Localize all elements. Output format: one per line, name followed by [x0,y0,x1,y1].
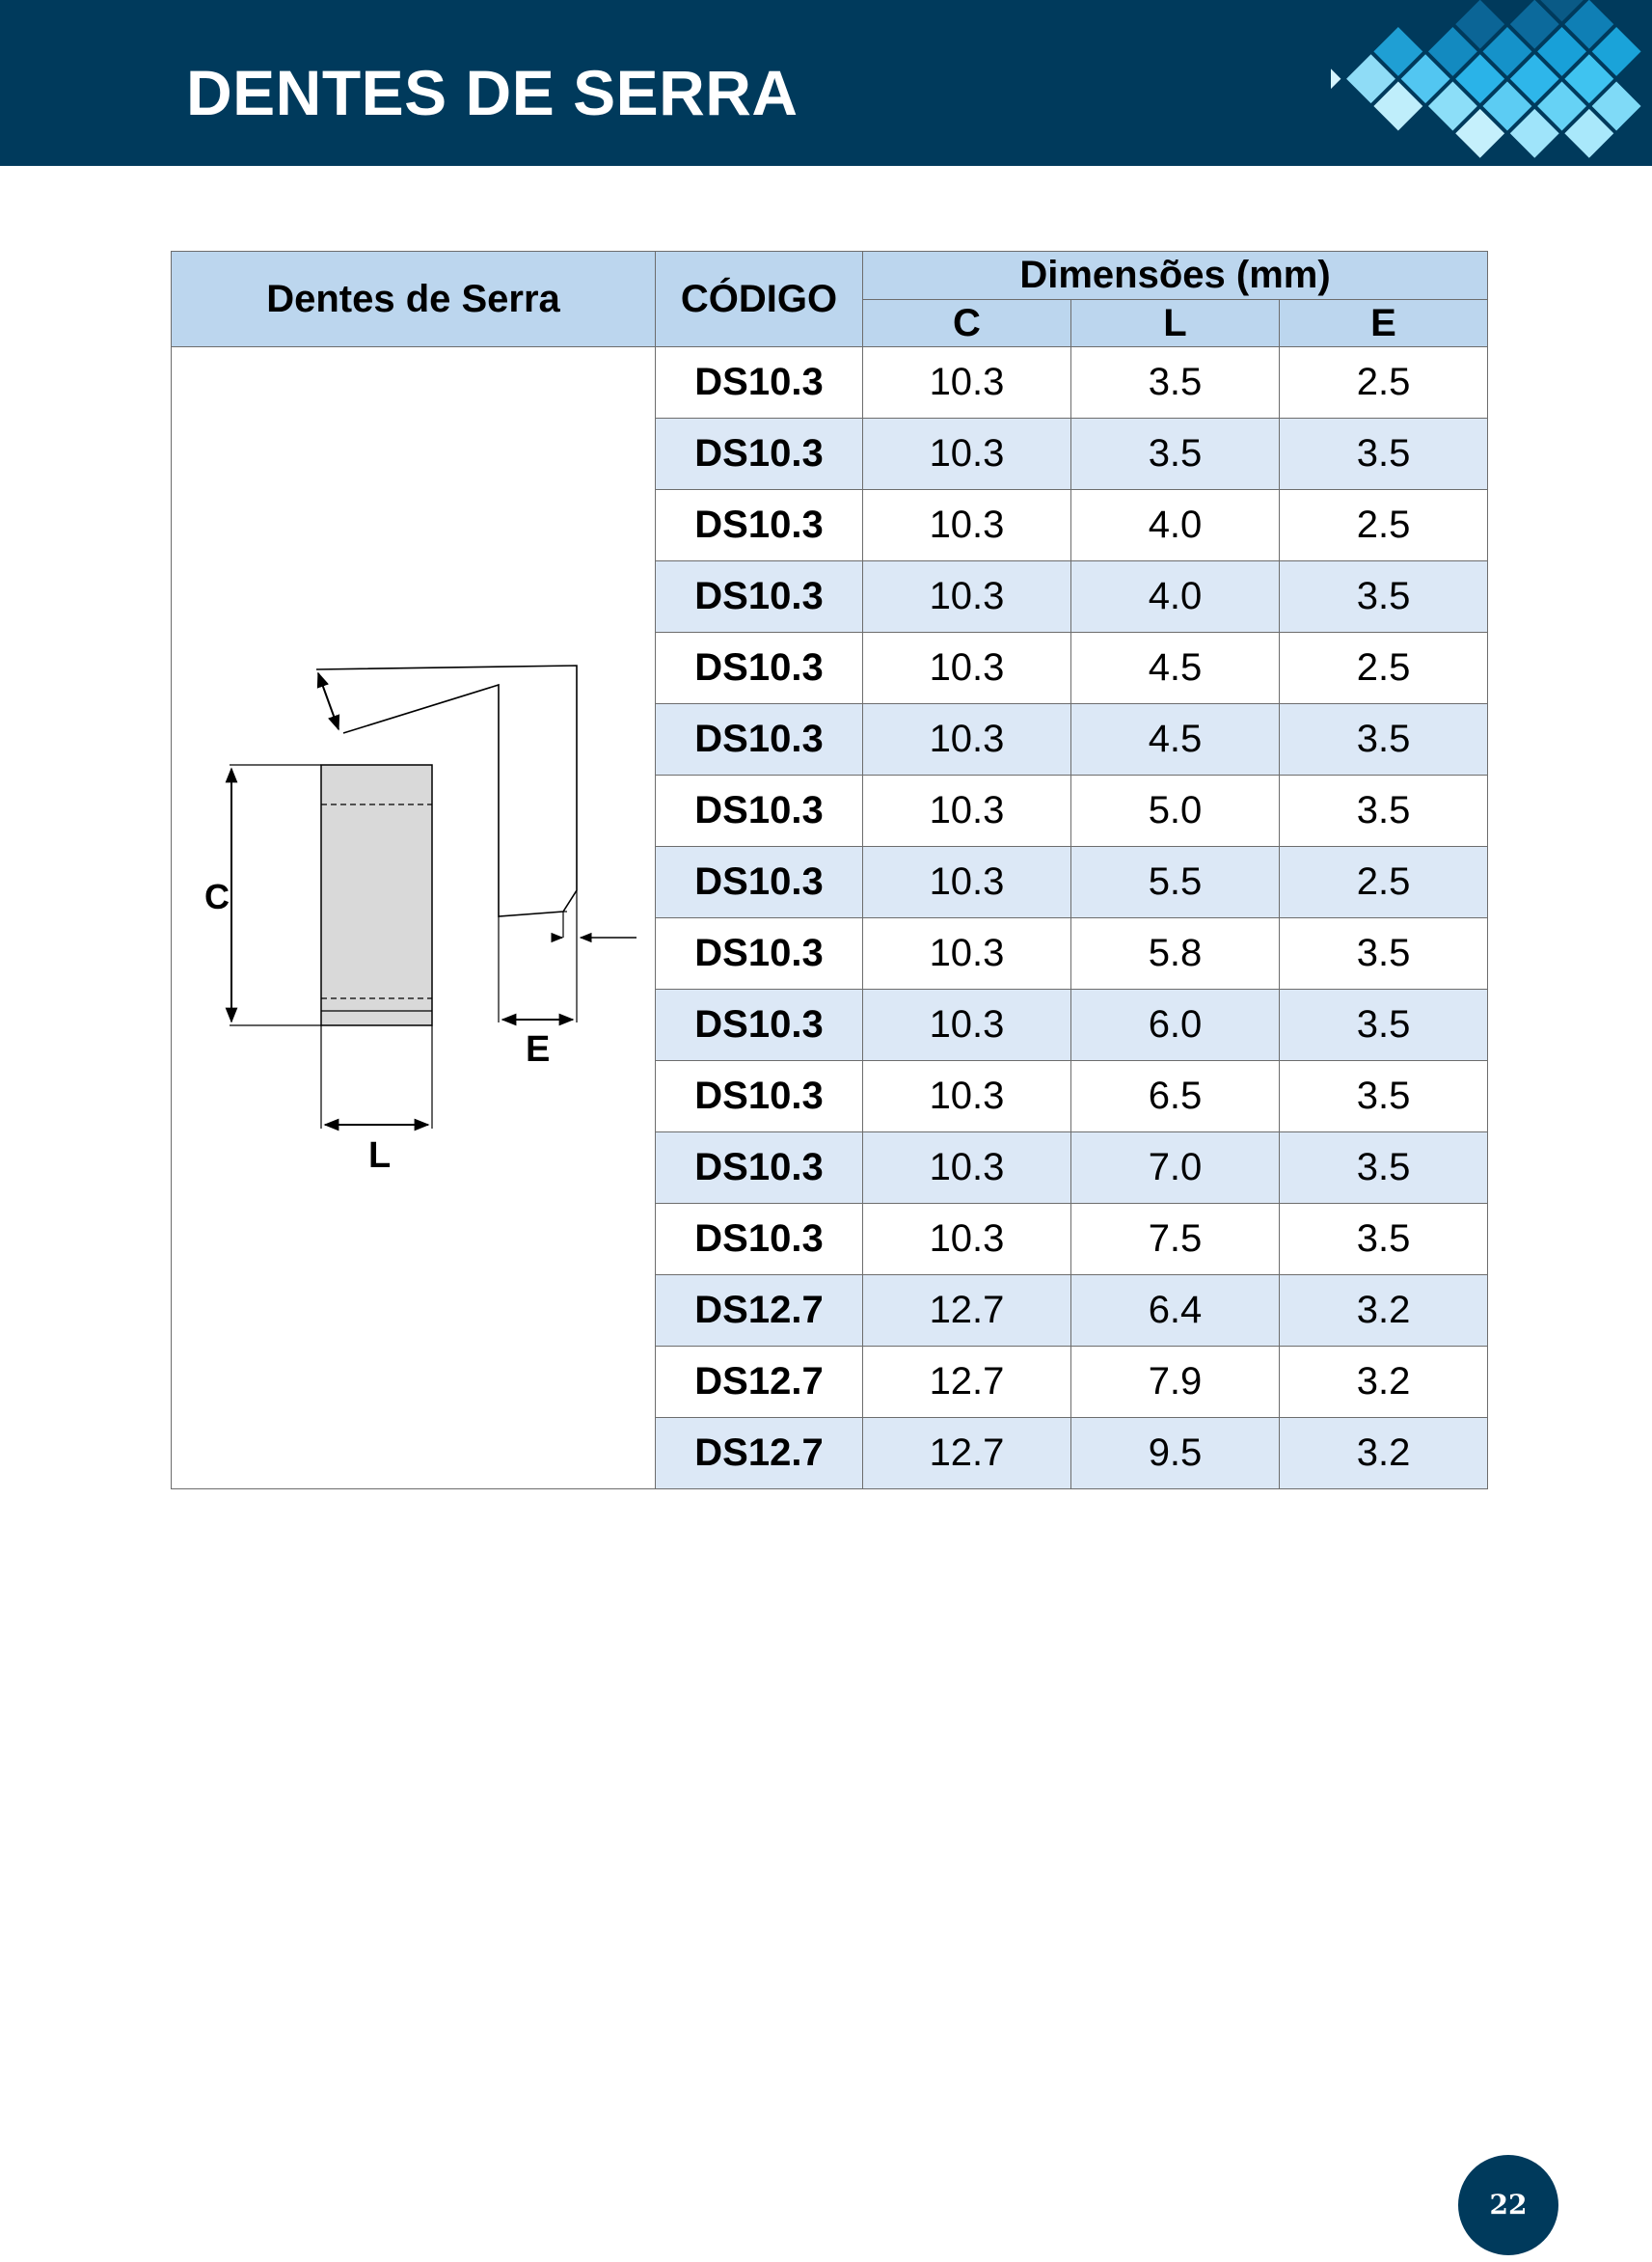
cell-l: 6.4 [1071,1275,1280,1347]
cell-c: 10.3 [863,1132,1071,1204]
col-header-dimensions: Dimensões (mm) [863,252,1488,300]
cell-e: 2.5 [1280,633,1488,704]
cell-e: 2.5 [1280,847,1488,918]
cell-e: 3.5 [1280,990,1488,1061]
cell-code: DS10.3 [656,490,863,561]
table-row [172,347,1488,419]
cell-c: 10.3 [863,561,1071,633]
cell-c: 12.7 [863,1347,1071,1418]
cell-code: DS10.3 [656,776,863,847]
cell-l: 7.5 [1071,1204,1280,1275]
cell-c: 10.3 [863,347,1071,419]
cell-c: 10.3 [863,490,1071,561]
cell-e: 3.5 [1280,419,1488,490]
cell-e: 3.2 [1280,1275,1488,1347]
cell-e: 3.2 [1280,1418,1488,1489]
cell-c: 10.3 [863,704,1071,776]
cell-c: 12.7 [863,1275,1071,1347]
cell-l: 9.5 [1071,1418,1280,1489]
dimension-label-l: L [368,1135,392,1176]
cell-e: 3.5 [1280,1204,1488,1275]
cell-code: DS10.3 [656,918,863,990]
cell-code: DS10.3 [656,561,863,633]
cell-l: 7.9 [1071,1347,1280,1418]
cell-l: 4.0 [1071,561,1280,633]
cell-c: 10.3 [863,847,1071,918]
cell-l: 6.5 [1071,1061,1280,1132]
dimension-label-e: E [526,1029,551,1070]
dimension-label-c: C [204,877,230,916]
cell-l: 4.0 [1071,490,1280,561]
cell-code: DS10.3 [656,704,863,776]
cell-e: 3.5 [1280,1061,1488,1132]
cell-l: 3.5 [1071,347,1280,419]
cell-l: 6.0 [1071,990,1280,1061]
col-header-code: CÓDIGO [656,252,863,347]
cell-code: DS10.3 [656,990,863,1061]
cell-code: DS10.3 [656,347,863,419]
cell-l: 3.5 [1071,419,1280,490]
cell-e: 3.5 [1280,561,1488,633]
saw-tooth-diagram [172,347,656,1507]
cell-l: 4.5 [1071,704,1280,776]
cell-code: DS12.7 [656,1418,863,1489]
cell-code: DS12.7 [656,1347,863,1418]
cell-c: 12.7 [863,1418,1071,1489]
cell-e: 3.5 [1280,704,1488,776]
spec-table [171,251,1488,1489]
cell-e: 3.5 [1280,918,1488,990]
cell-code: DS10.3 [656,847,863,918]
cell-c: 10.3 [863,1061,1071,1132]
page-number-badge: 22 [1458,2155,1558,2255]
cell-e: 3.5 [1280,776,1488,847]
cell-code: DS10.3 [656,1204,863,1275]
col-header-e: E [1280,300,1488,347]
diagram-cell [172,347,656,1489]
cell-e: 3.5 [1280,1132,1488,1204]
cell-l: 5.5 [1071,847,1280,918]
cell-c: 10.3 [863,918,1071,990]
cell-l: 5.0 [1071,776,1280,847]
cell-l: 5.8 [1071,918,1280,990]
page-title: DENTES DE SERRA [186,57,799,128]
col-header-c: C [863,300,1071,347]
col-header-image: Dentes de Serra [172,252,656,347]
cell-c: 10.3 [863,419,1071,490]
decorative-diamond-pattern [1331,0,1652,232]
cell-e: 2.5 [1280,347,1488,419]
cell-code: DS10.3 [656,1132,863,1204]
cell-c: 10.3 [863,1204,1071,1275]
cell-c: 10.3 [863,633,1071,704]
col-header-l: L [1071,300,1280,347]
cell-e: 3.2 [1280,1347,1488,1418]
cell-c: 10.3 [863,776,1071,847]
cell-code: DS10.3 [656,633,863,704]
cell-e: 2.5 [1280,490,1488,561]
cell-code: DS12.7 [656,1275,863,1347]
cell-code: DS10.3 [656,419,863,490]
cell-c: 10.3 [863,990,1071,1061]
cell-code: DS10.3 [656,1061,863,1132]
cell-l: 7.0 [1071,1132,1280,1204]
cell-l: 4.5 [1071,633,1280,704]
